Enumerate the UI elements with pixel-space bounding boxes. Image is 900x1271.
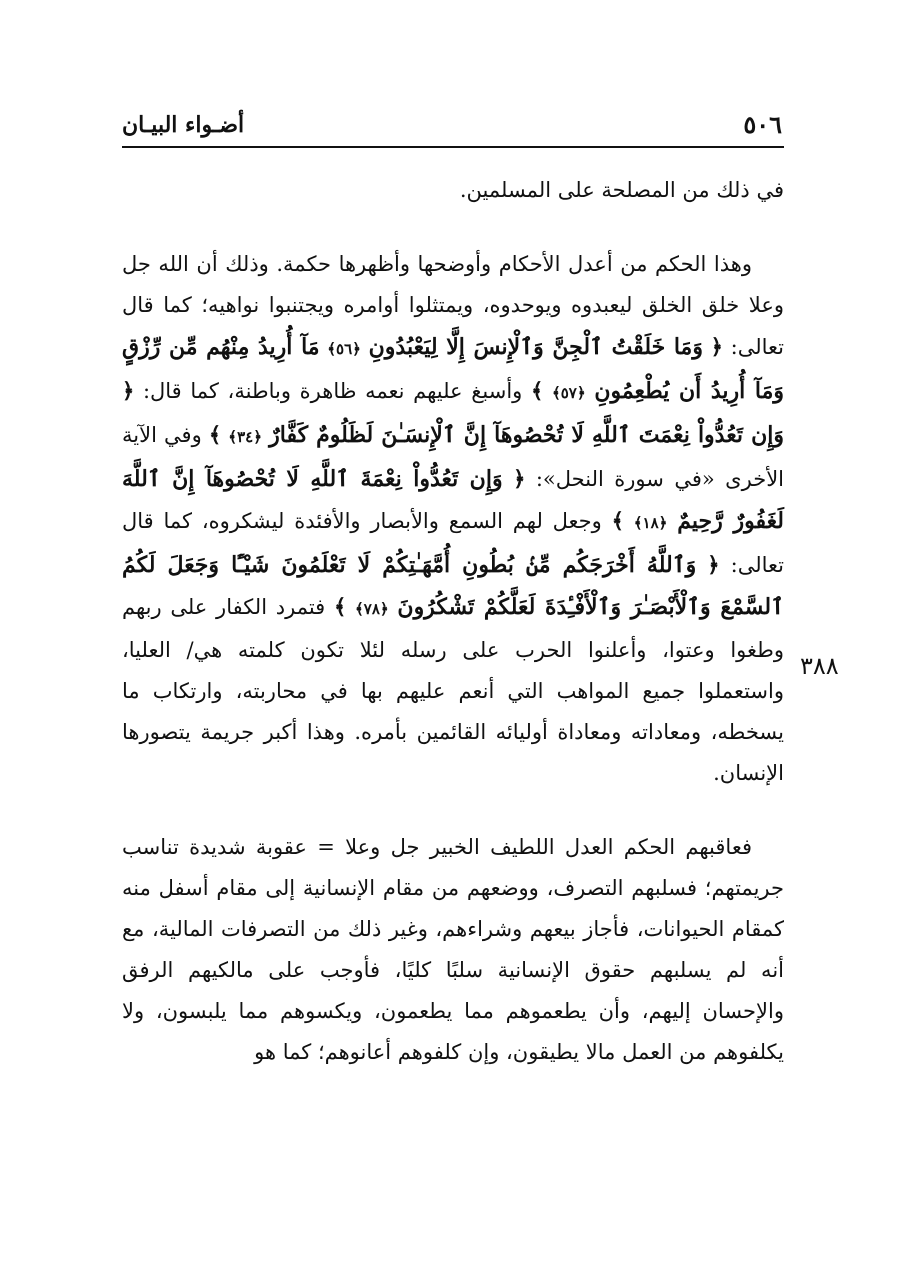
- quran-verse: وَٱللَّهُ أَخْرَجَكُم مِّنۢ بُطُونِ أُمَّهَـٰتِكُمْ لَا تَعْلَمُونَ شَيْـًٔا وَجَعَلَ لَكُمُ ٱلسَّمْعَ وَٱلْأَبْصَـٰرَ وَٱلْأَفْـِٔدَةَ لَعَلَّكُمْ تَشْكُرُونَ: [122, 552, 784, 620]
- quran-verse: وَإِن تَعُدُّواْ نِعْمَتَ ٱللَّهِ لَا تُحْصُوهَآ إِنَّ ٱلْإِنسَـٰنَ لَظَلُومٌ كَفَّارٌ: [269, 422, 784, 448]
- ayah-number: ﴿١٨﴾: [633, 514, 668, 532]
- text-run: فتمرد الكفار على ربهم وطغوا وعتوا، وأعلنوا الحرب على رسله لئلا تكون كلمته هي/ العليا، واستعملوا جميع المواهب التي أنعم عليهم بها في محاربته، وارتكاب ما يسخطه، ومعاداته ومعاداة أوليائه القائمين بأمره. وهذا أكبر جريمة يتصورها الإنسان.: [122, 595, 784, 785]
- verse-open-ornament: ﴿: [707, 552, 720, 577]
- paragraph-2: [122, 244, 784, 794]
- page-body: [122, 170, 784, 1073]
- ayah-number: ﴿٥٦﴾: [327, 340, 361, 358]
- ayah-number: ﴿٥٧﴾: [551, 384, 586, 402]
- quran-verse: مَآ أُرِيدُ مِنْهُم مِّن رِّزْقٍ وَمَآ أُرِيدُ أَن يُطْعِمُونِ: [122, 334, 785, 404]
- text-run: وهذا الحكم من أعدل الأحكام وأوضحها وأظهرها حكمة. وذلك أن الله جل وعلا خلق الخلق ليعبدوه ويوحدوه، ويمتثلوا أوامره ويجتنبوا نواهيه؛ كما قال تعالى:: [122, 252, 784, 359]
- verse-open-ornament: ﴿: [513, 466, 526, 491]
- page-header: [122, 108, 782, 146]
- verse-close-ornament: ﴾: [530, 378, 544, 403]
- text-run: وفي الآية الأخرى «في سورة النحل»:: [122, 423, 785, 491]
- verse-close-ornament: ﴾: [611, 508, 624, 533]
- page-number: ٥٠٦: [743, 110, 782, 139]
- text-run: وجعل لهم السمع والأبصار والأفئدة ليشكروه، كما قال تعالى:: [122, 509, 784, 577]
- verse-close-ornament: ﴾: [208, 422, 222, 447]
- verse-open-ornament: ﴿: [122, 378, 135, 403]
- verse-open-ornament: ﴿: [710, 334, 723, 359]
- header-rule: [122, 146, 784, 148]
- paragraph-1: في ذلك من المصلحة على المسلمين.: [459, 178, 784, 202]
- quran-verse: وَمَا خَلَقْتُ ٱلْجِنَّ وَٱلْإِنسَ إِلَّا لِيَعْبُدُونِ: [368, 334, 703, 360]
- verse-close-ornament: ﴾: [333, 594, 347, 619]
- running-title: أضـواء البيـان: [122, 112, 245, 138]
- ayah-number: ﴿٣٤﴾: [228, 428, 263, 446]
- margin-page-reference: ٣٨٨: [800, 652, 839, 680]
- quran-verse: وَإِن تَعُدُّواْ نِعْمَةَ ٱللَّهِ لَا تُحْصُوهَآ إِنَّ ٱللَّهَ لَغَفُورٌ رَّحِيمٌ: [122, 466, 784, 534]
- ayah-number: ﴿٧٨﴾: [354, 600, 389, 618]
- text-run: وأسبغ عليهم نعمه ظاهرة وباطنة، كما قال:: [134, 379, 523, 403]
- paragraph-3: فعاقبهم الحكم العدل اللطيف الخبير جل وعلا = عقوبة شديدة تناسب جريمتهم؛ فسلبهم التصرف، ووضعهم من مقام الإنسانية إلى مقام أسفل منه كمقام الحيوانات، فأجاز بيعهم وشراءهم، وغير ذلك من التصرفات المالية، مع أنه لم يسلبهم حقوق الإنسانية سلبًا كليًا، فأوجب على مالكيهم الرفق والإحسان إليهم، وأن يطعموهم مما يطعمون، ويكسوهم مما يلبسون، ولا يكلفوهم من العمل مالا يطيقون، وإن كلفوهم أعانوهم؛ كما هو: [122, 835, 784, 1064]
